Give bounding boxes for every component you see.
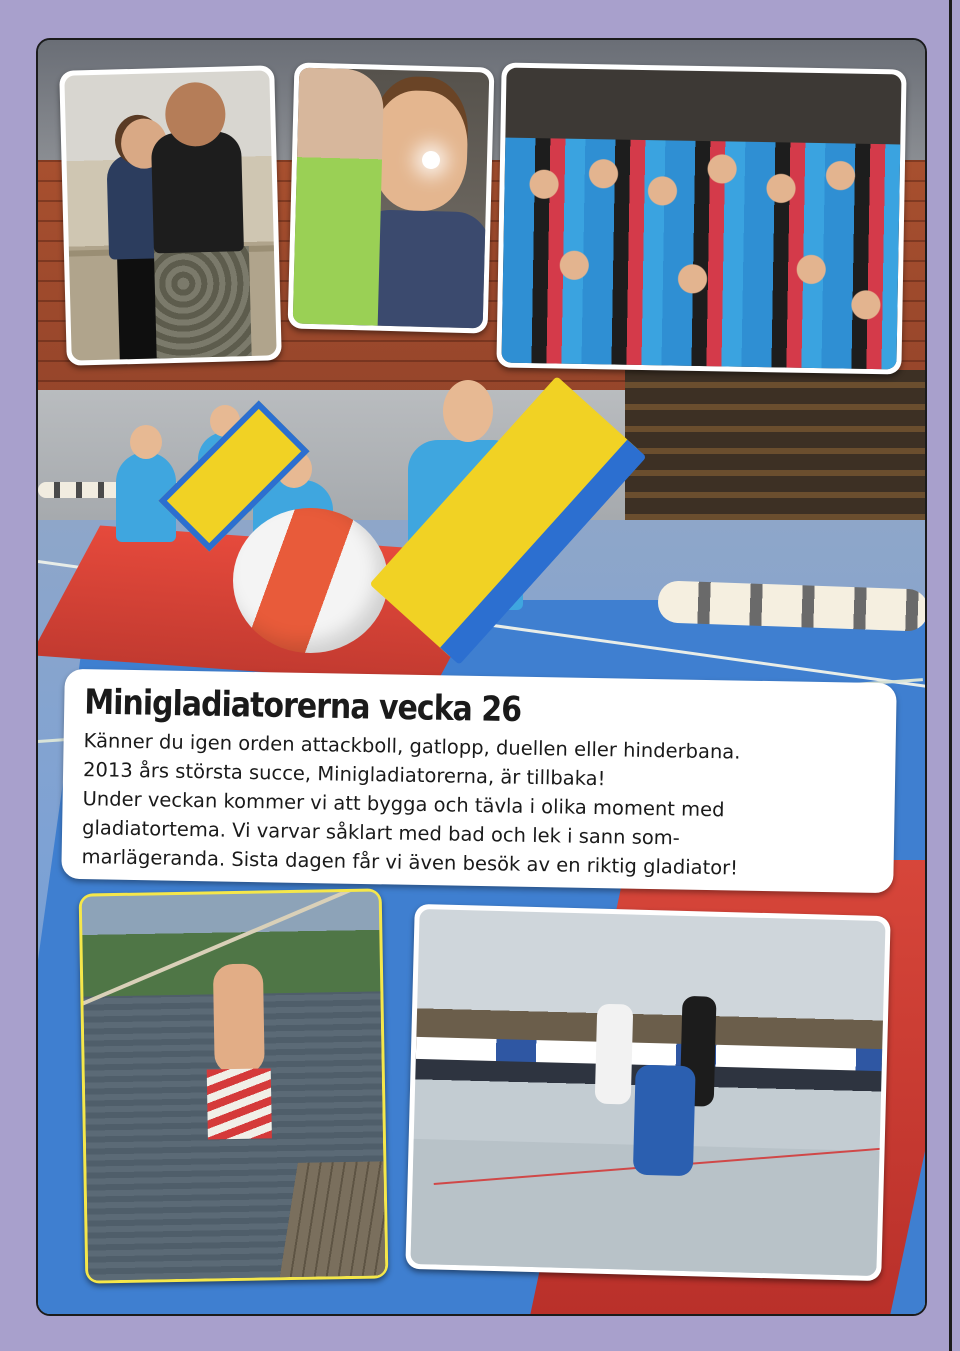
page-frame — [36, 38, 927, 1316]
photo-face-painting — [288, 62, 495, 333]
photo-gladiator-with-woman — [59, 65, 282, 366]
article-line: Känner du igen orden attackboll, gatlopp, duellen eller hinderbana. — [83, 729, 741, 764]
article-line: gladiatortema. Vi varvar såklart med bad och lek i sann som- — [81, 816, 681, 850]
article-line: Under veckan kommer vi att bygga och tävla i olika moment med — [82, 787, 725, 822]
photo-handball-game — [405, 904, 890, 1281]
photo-slackline-over-water — [79, 888, 389, 1283]
article-textbox — [61, 669, 897, 893]
article-line: 2013 års största succe, Minigladiatorerna, är tillbaka! — [82, 758, 606, 791]
photo-group-of-children — [496, 62, 906, 374]
page-edge-rule — [949, 0, 952, 1351]
article-title: Minigladiatorerna vecka 26 — [83, 682, 522, 731]
article-line: marlägeranda. Sista dagen får vi även besök av en riktig gladiator! — [81, 845, 739, 880]
article-body — [81, 726, 875, 885]
